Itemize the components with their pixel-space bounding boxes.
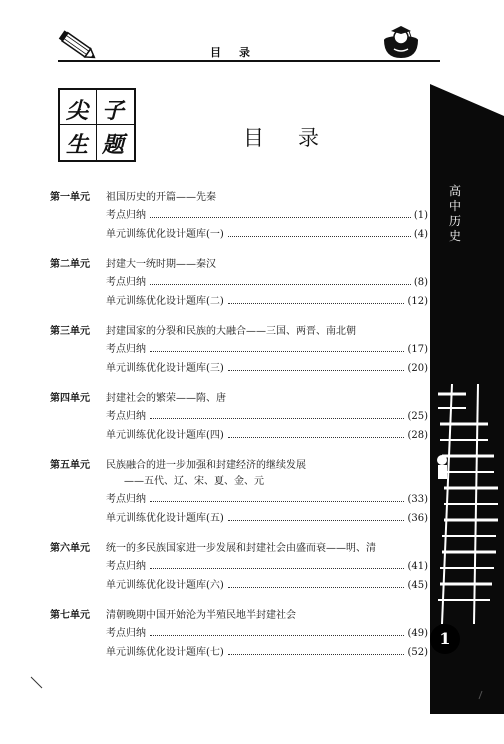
- page-title: 目录: [243, 126, 353, 150]
- entry-page: (33): [407, 494, 428, 505]
- toc-entry[interactable]: [50, 509, 428, 528]
- logo-char: 尖: [66, 98, 89, 124]
- toc-entry[interactable]: [50, 576, 428, 595]
- toc-unit: [50, 608, 428, 662]
- unit-title: 清朝晚期中国开始沦为半殖民地半封建社会: [106, 610, 296, 621]
- toc-unit: [50, 257, 428, 311]
- logo-char: 生: [66, 132, 89, 158]
- scan-mark: [30, 676, 44, 690]
- toc-unit: [50, 324, 428, 378]
- series-logo: [58, 88, 136, 162]
- entry-page: (4): [413, 229, 428, 240]
- dot-leader: [150, 635, 404, 636]
- entry-label: 考点归纳: [106, 628, 146, 639]
- toc-entry[interactable]: [50, 340, 428, 359]
- scan-mark: [478, 690, 484, 700]
- toc-entry[interactable]: [50, 206, 428, 225]
- unit-label: 第二单元: [50, 259, 90, 270]
- pencil-icon: [56, 28, 100, 68]
- entry-label: 单元训练优化设计题库(七): [106, 647, 224, 658]
- unit-title: 民族融合的进一步加强和封建经济的继续发展: [106, 460, 306, 471]
- toc-entry[interactable]: [50, 557, 428, 576]
- entry-page: (17): [407, 344, 428, 355]
- entry-page: (36): [407, 513, 428, 524]
- entry-label: 考点归纳: [106, 210, 146, 221]
- logo-char: 子: [102, 98, 125, 124]
- unit-label: 第五单元: [50, 460, 90, 471]
- unit-label: 第一单元: [50, 192, 90, 203]
- entry-page: (12): [407, 296, 428, 307]
- entry-page: (28): [407, 430, 428, 441]
- entry-page: (1): [413, 210, 428, 221]
- unit-subtitle: ——五代、辽、宋、夏、金、元: [124, 476, 264, 487]
- entry-label: 单元训练优化设计题库(五): [106, 513, 224, 524]
- entry-label: 单元训练优化设计题库(六): [106, 580, 224, 591]
- dot-leader: [228, 370, 405, 371]
- unit-label: 第三单元: [50, 326, 90, 337]
- entry-label: 单元训练优化设计题库(一): [106, 229, 224, 240]
- entry-label: 单元训练优化设计题库(四): [106, 430, 224, 441]
- dot-leader: [228, 520, 405, 521]
- toc-entry[interactable]: [50, 273, 428, 292]
- toc-entry[interactable]: [50, 225, 428, 244]
- dot-leader: [228, 587, 405, 588]
- unit-title: 封建社会的繁荣——隋、唐: [106, 393, 226, 404]
- entry-page: (49): [407, 628, 428, 639]
- logo-char: 题: [102, 132, 125, 158]
- unit-title: 封建国家的分裂和民族的大融合——三国、两晋、南北朝: [106, 326, 356, 337]
- entry-label: 考点归纳: [106, 561, 146, 572]
- side-tab-band: [430, 84, 504, 714]
- unit-title: 封建大一统时期——秦汉: [106, 259, 216, 270]
- unit-label: 第七单元: [50, 610, 90, 621]
- dot-leader: [228, 437, 405, 438]
- toc-entry[interactable]: [50, 292, 428, 311]
- toc-entry[interactable]: [50, 490, 428, 509]
- unit-label: 第四单元: [50, 393, 90, 404]
- entry-label: 考点归纳: [106, 344, 146, 355]
- toc-unit: [50, 458, 428, 528]
- dot-leader: [228, 303, 405, 304]
- dot-leader: [228, 236, 411, 237]
- entry-page: (41): [407, 561, 428, 572]
- toc-unit: [50, 190, 428, 244]
- entry-page: (52): [407, 647, 428, 658]
- side-tab-vertical-title: 高中历史: [448, 184, 461, 243]
- toc-entry[interactable]: [50, 426, 428, 445]
- entry-page: (45): [407, 580, 428, 591]
- toc-entry[interactable]: [50, 643, 428, 662]
- toc-unit: [50, 391, 428, 445]
- page-number: 1: [430, 624, 460, 654]
- unit-title: 统一的多民族国家进一步发展和封建社会由盛而衰——明、清: [106, 543, 376, 554]
- entry-label: 考点归纳: [106, 277, 146, 288]
- dot-leader: [150, 568, 404, 569]
- entry-label: 单元训练优化设计题库(二): [106, 296, 224, 307]
- dot-leader: [150, 217, 411, 218]
- logo-divider-vertical: [96, 90, 97, 160]
- running-head-title: 目录: [210, 46, 268, 59]
- dot-leader: [150, 501, 404, 502]
- table-of-contents: [50, 190, 428, 662]
- entry-label: 考点归纳: [106, 411, 146, 422]
- dot-leader: [150, 284, 411, 285]
- toc-entry[interactable]: [50, 407, 428, 426]
- entry-label: 单元训练优化设计题库(三): [106, 363, 224, 374]
- unit-label: 第六单元: [50, 543, 90, 554]
- dot-leader: [150, 351, 404, 352]
- entry-page: (8): [413, 277, 428, 288]
- entry-page: (20): [407, 363, 428, 374]
- entry-label: 考点归纳: [106, 494, 146, 505]
- entry-page: (25): [407, 411, 428, 422]
- toc-entry[interactable]: [50, 624, 428, 643]
- header-rule: [58, 60, 440, 62]
- toc-entry[interactable]: [50, 359, 428, 378]
- dot-leader: [228, 654, 405, 655]
- dot-leader: [150, 418, 404, 419]
- unit-title: 祖国历史的开篇——先秦: [106, 192, 216, 203]
- toc-unit: [50, 541, 428, 595]
